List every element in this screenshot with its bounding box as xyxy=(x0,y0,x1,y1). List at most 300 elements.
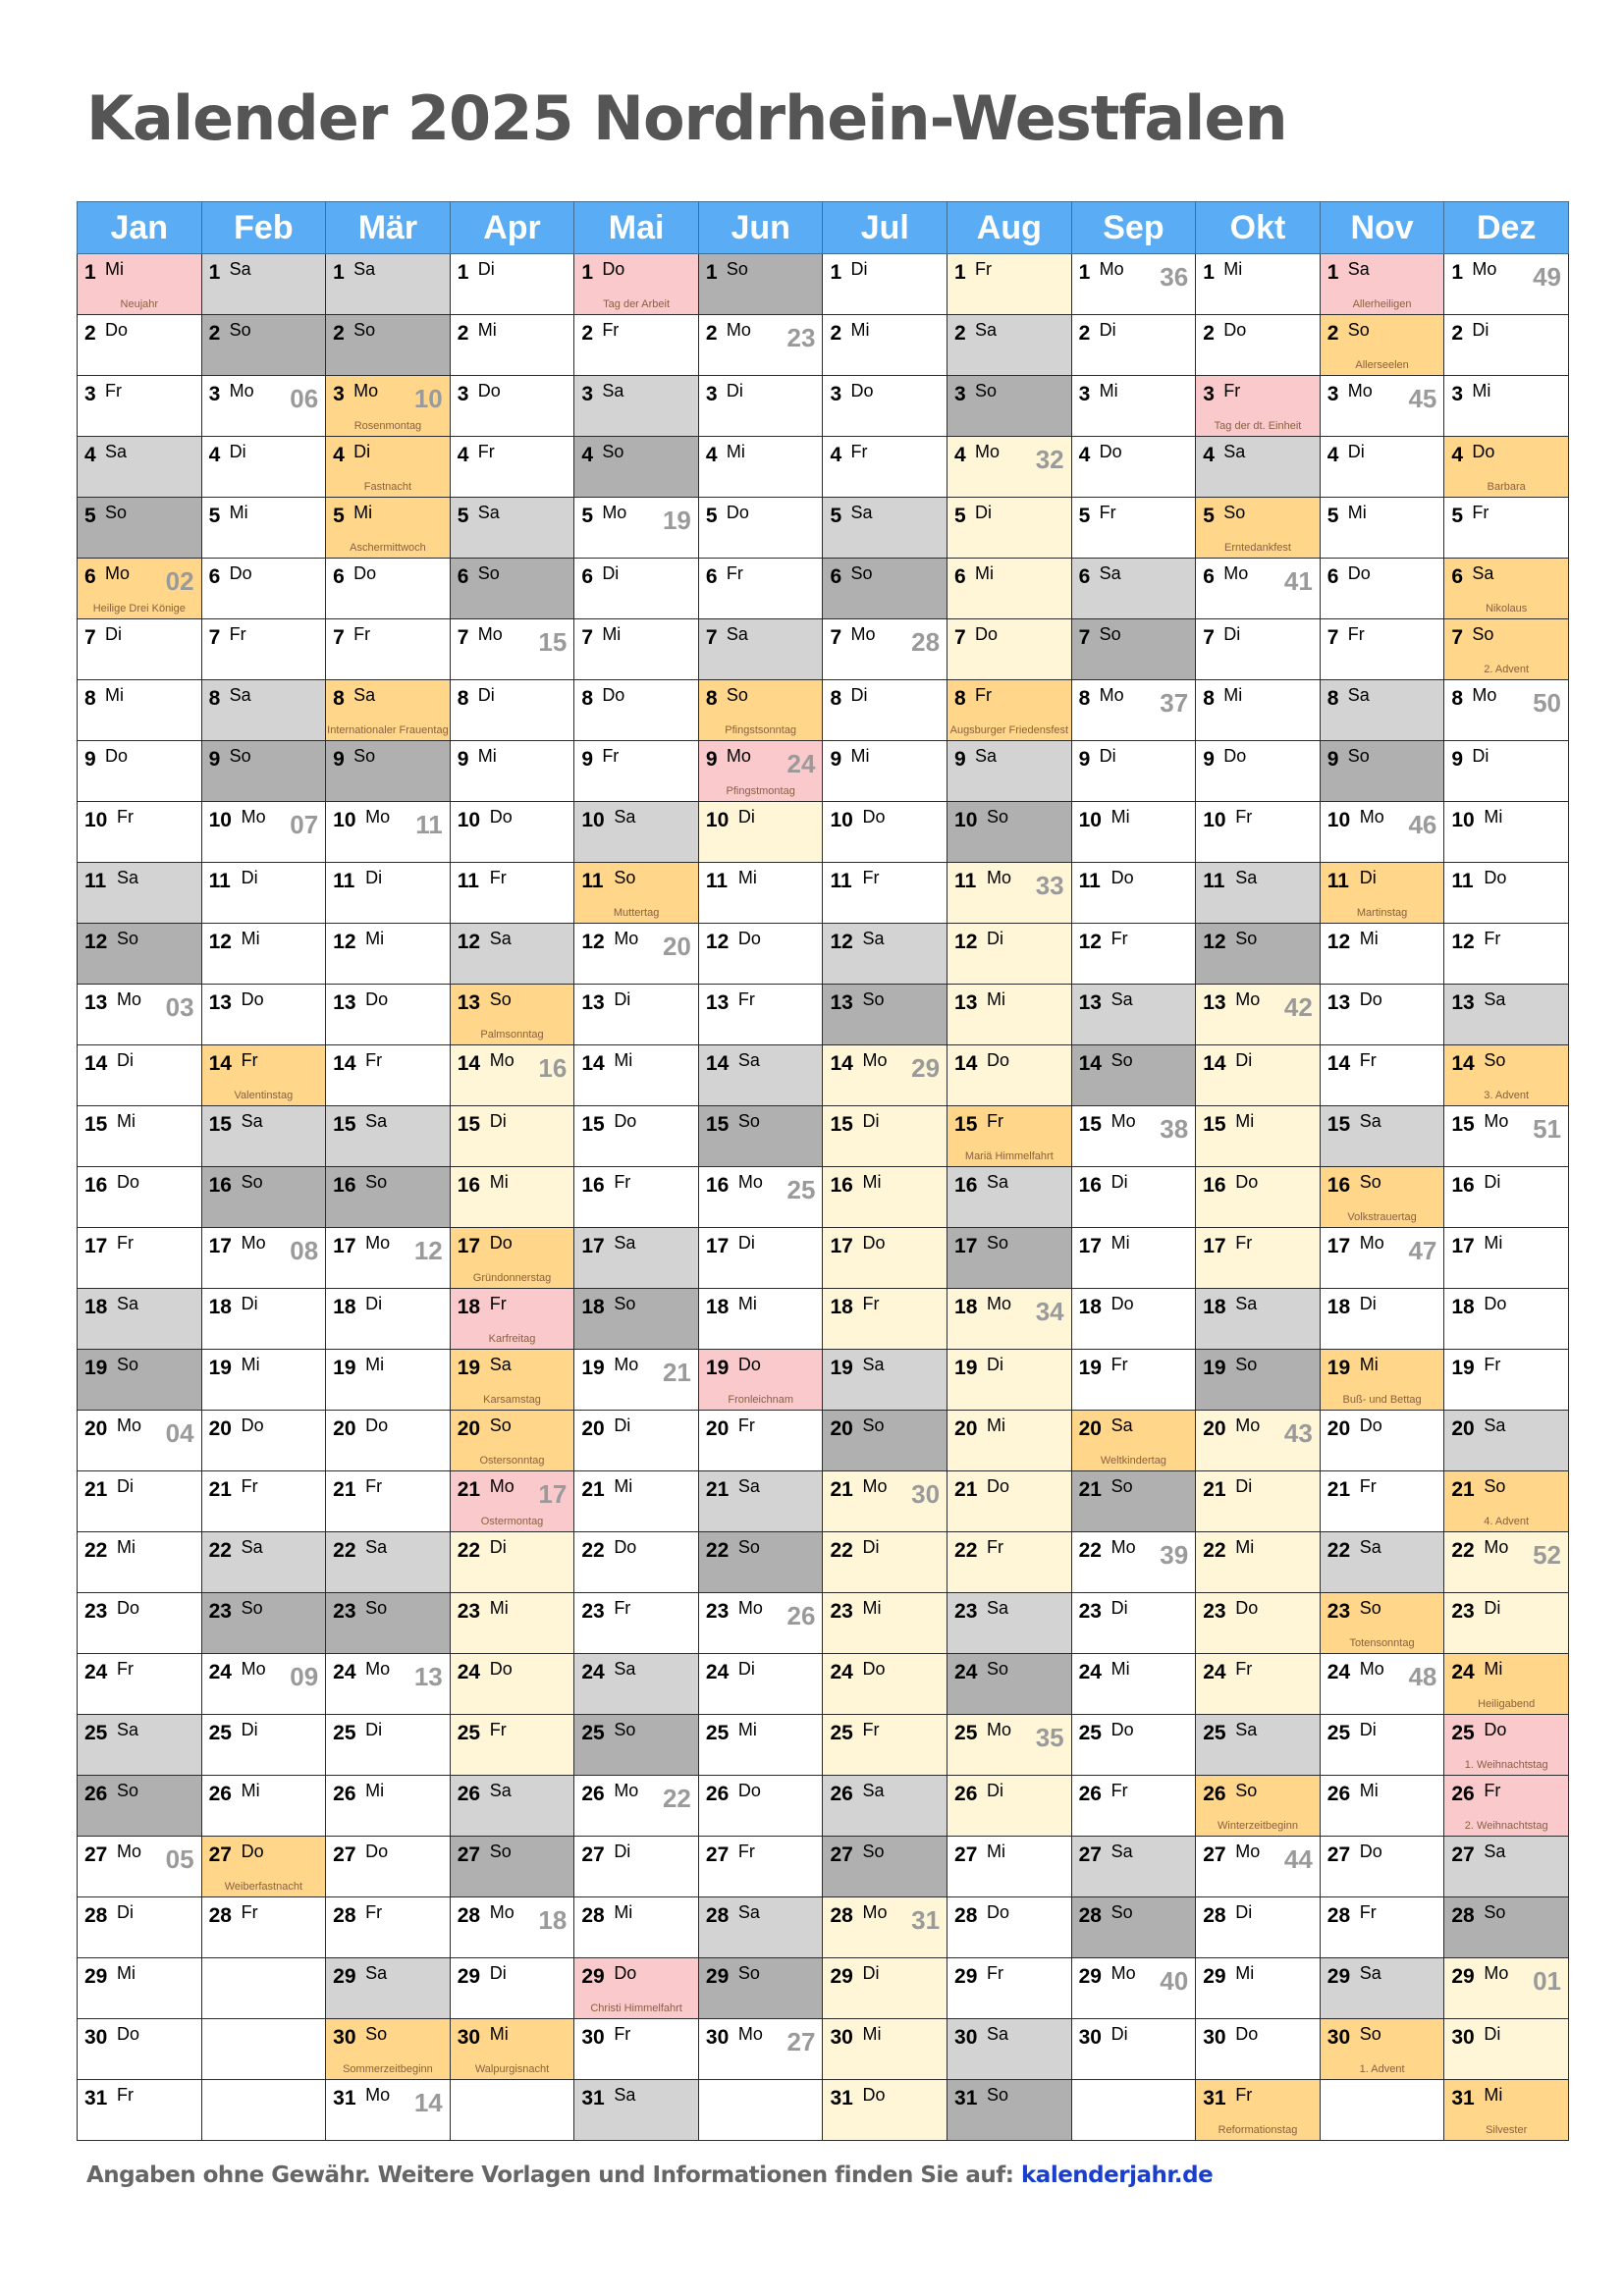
day-cell xyxy=(1196,1350,1321,1411)
day-number: 10 xyxy=(954,809,978,831)
day-cell xyxy=(574,1593,699,1654)
day-cell xyxy=(1071,1532,1196,1593)
weekday-label: Sa xyxy=(117,1720,139,1739)
weekday-label: Fr xyxy=(862,1720,880,1739)
day-number: 31 xyxy=(333,2087,356,2109)
day-cell xyxy=(326,924,451,985)
month-header-row xyxy=(78,202,1569,254)
weekday-label: Fr xyxy=(1235,2085,1253,2105)
day-number: 6 xyxy=(333,565,345,588)
weekday-label: Sa xyxy=(614,1659,636,1679)
day-cell xyxy=(947,1167,1072,1228)
week-number: 22 xyxy=(662,1784,691,1813)
footer-text: Angaben ohne Gewähr. Weitere Vorlagen und Informationen finden Sie auf: xyxy=(86,2163,1021,2188)
weekday-label: Fr xyxy=(1110,1781,1128,1800)
day-number: 30 xyxy=(457,2026,481,2049)
weekday-label: So xyxy=(1484,1476,1506,1496)
weekday-label: Sa xyxy=(365,1537,388,1557)
day-cell xyxy=(78,1167,202,1228)
day-number: 20 xyxy=(84,1417,108,1440)
holiday-label: Allerheiligen xyxy=(1352,298,1412,310)
calendar-table xyxy=(77,201,1569,2141)
day-number: 17 xyxy=(333,1235,356,1257)
day-number: 16 xyxy=(84,1174,108,1197)
day-cell xyxy=(1320,1958,1444,2019)
day-cell xyxy=(450,1045,574,1106)
day-number: 13 xyxy=(1078,991,1102,1014)
week-number: 38 xyxy=(1160,1114,1189,1144)
weekday-label: So xyxy=(987,1233,1009,1253)
day-cell xyxy=(698,1897,823,1958)
special-day-label: Ostersonntag xyxy=(479,1455,545,1467)
weekday-label: Mi xyxy=(737,1720,757,1739)
day-number: 6 xyxy=(830,565,842,588)
weekday-label: Di xyxy=(1359,868,1377,887)
day-number: 24 xyxy=(208,1661,232,1683)
weekday-label: Mo xyxy=(975,442,1001,461)
day-cell xyxy=(574,1654,699,1715)
day-cell xyxy=(1320,1228,1444,1289)
week-number: 02 xyxy=(165,566,194,596)
weekday-label: Sa xyxy=(1235,1294,1258,1313)
day-cell xyxy=(78,315,202,376)
week-number: 34 xyxy=(1035,1297,1064,1326)
week-number: 51 xyxy=(1533,1114,1561,1144)
special-day-label: Silvester xyxy=(1486,2124,1528,2136)
weekday-label: Di xyxy=(477,259,495,279)
weekday-label: Do xyxy=(737,1781,761,1800)
day-cell xyxy=(1444,2019,1569,2080)
weekday-label: Di xyxy=(1110,1598,1128,1618)
day-number: 29 xyxy=(84,1965,108,1988)
weekday-label: Di xyxy=(1223,624,1241,644)
day-number: 18 xyxy=(1326,1296,1351,1318)
weekday-label: Mo xyxy=(117,1415,142,1435)
day-number: 9 xyxy=(1203,748,1215,771)
day-cell xyxy=(450,1167,574,1228)
day-cell xyxy=(947,1350,1072,1411)
weekday-label: Sa xyxy=(1359,1537,1381,1557)
day-cell xyxy=(201,1411,326,1471)
day-number: 23 xyxy=(208,1600,232,1623)
day-number: 22 xyxy=(84,1539,108,1562)
week-number: 08 xyxy=(290,1236,319,1265)
empty-cell xyxy=(201,2019,326,2080)
day-number: 16 xyxy=(830,1174,853,1197)
day-cell xyxy=(823,1167,947,1228)
day-number: 13 xyxy=(208,991,232,1014)
week-number: 13 xyxy=(413,1662,443,1691)
day-number: 26 xyxy=(457,1783,481,1805)
weekday-label: Di xyxy=(975,503,993,522)
day-number: 16 xyxy=(1203,1174,1226,1197)
day-number: 12 xyxy=(1203,931,1226,953)
day-cell xyxy=(1196,863,1321,924)
weekday-label: Do xyxy=(353,563,377,583)
week-number: 37 xyxy=(1160,688,1189,718)
week-number: 36 xyxy=(1160,262,1189,292)
day-cell xyxy=(78,619,202,680)
day-number: 10 xyxy=(830,809,853,831)
day-number: 3 xyxy=(457,383,469,405)
day-cell xyxy=(78,1350,202,1411)
day-cell xyxy=(698,498,823,559)
week-number: 21 xyxy=(662,1358,691,1387)
weekday-label: Do xyxy=(614,1111,637,1131)
day-number: 26 xyxy=(954,1783,978,1805)
week-number: 39 xyxy=(1160,1540,1189,1570)
week-number: 09 xyxy=(290,1662,319,1691)
day-number: 10 xyxy=(705,809,730,831)
day-cell xyxy=(823,1289,947,1350)
day-cell xyxy=(698,802,823,863)
weekday-label: So xyxy=(1359,1172,1381,1192)
day-number: 30 xyxy=(1203,2026,1226,2049)
day-number: 8 xyxy=(208,687,221,710)
day-cell xyxy=(201,680,326,741)
day-number: 2 xyxy=(333,322,345,345)
day-cell xyxy=(450,1593,574,1654)
day-number: 19 xyxy=(333,1357,356,1379)
day-cell xyxy=(947,2080,1072,2141)
day-cell xyxy=(823,1593,947,1654)
day-cell xyxy=(450,1106,574,1167)
day-cell xyxy=(201,1350,326,1411)
weekday-label: Sa xyxy=(737,1902,760,1922)
week-number: 33 xyxy=(1035,871,1064,900)
day-cell xyxy=(450,1411,574,1471)
day-row xyxy=(78,2019,1569,2080)
day-cell xyxy=(1320,1654,1444,1715)
day-number: 23 xyxy=(954,1600,978,1623)
day-cell xyxy=(1444,1593,1569,1654)
day-row xyxy=(78,1837,1569,1897)
weekday-label: So xyxy=(614,1294,636,1313)
weekday-label: Mo xyxy=(987,1294,1012,1313)
day-number: 28 xyxy=(581,1904,605,1927)
day-cell xyxy=(698,1228,823,1289)
day-cell xyxy=(574,1045,699,1106)
weekday-label: Fr xyxy=(117,1659,134,1679)
day-number: 6 xyxy=(954,565,966,588)
weekday-label: So xyxy=(1347,746,1370,766)
special-day-label: Heilige Drei Könige xyxy=(92,603,186,614)
weekday-label: Di xyxy=(987,1355,1004,1374)
day-row xyxy=(78,1167,1569,1228)
day-cell xyxy=(326,680,451,741)
weekday-label: Sa xyxy=(1110,1842,1133,1861)
weekday-label: Fr xyxy=(1359,1902,1377,1922)
weekday-label: Fr xyxy=(1484,1355,1501,1374)
special-day-label: Palmsonntag xyxy=(480,1029,544,1041)
day-number: 5 xyxy=(84,505,96,527)
holiday-label: 1. Weihnachtstag xyxy=(1464,1759,1548,1771)
day-number: 20 xyxy=(333,1417,356,1440)
weekday-label: So xyxy=(726,259,748,279)
day-cell xyxy=(1071,1289,1196,1350)
weekday-label: Sa xyxy=(117,1294,139,1313)
weekday-label: So xyxy=(1223,503,1246,522)
day-cell xyxy=(1196,924,1321,985)
day-number: 9 xyxy=(333,748,345,771)
month-header-jan: Jan xyxy=(78,202,202,254)
special-day-label: 1. Advent xyxy=(1359,2063,1405,2075)
weekday-label: Mo xyxy=(1110,1963,1136,1983)
empty-cell xyxy=(450,2080,574,2141)
day-number: 21 xyxy=(208,1478,232,1501)
week-number: 05 xyxy=(165,1844,194,1874)
day-number: 29 xyxy=(954,1965,978,1988)
day-cell xyxy=(1196,254,1321,315)
day-number: 28 xyxy=(954,1904,978,1927)
day-cell xyxy=(450,619,574,680)
weekday-label: Do xyxy=(1110,868,1134,887)
day-number: 16 xyxy=(333,1174,356,1197)
day-number: 22 xyxy=(954,1539,978,1562)
day-number: 23 xyxy=(333,1600,356,1623)
day-cell xyxy=(947,1958,1072,2019)
day-cell xyxy=(1320,254,1444,315)
day-number: 3 xyxy=(84,383,96,405)
day-number: 22 xyxy=(1203,1539,1226,1562)
day-number: 9 xyxy=(954,748,966,771)
day-cell xyxy=(201,1654,326,1715)
day-number: 13 xyxy=(954,991,978,1014)
week-number: 52 xyxy=(1533,1540,1561,1570)
weekday-label: Mo xyxy=(1359,1659,1384,1679)
day-number: 27 xyxy=(457,1843,481,1866)
special-day-label: Valentinstag xyxy=(234,1090,294,1101)
weekday-label: Mo xyxy=(1484,1963,1509,1983)
month-header-feb: Feb xyxy=(201,202,326,254)
weekday-label: Mi xyxy=(1099,381,1118,400)
day-cell xyxy=(574,1411,699,1471)
weekday-label: Do xyxy=(1359,1415,1382,1435)
day-number: 25 xyxy=(1451,1722,1475,1744)
weekday-label: Sa xyxy=(1359,1963,1381,1983)
special-day-label: Totensonntag xyxy=(1349,1637,1415,1649)
day-number: 21 xyxy=(830,1478,853,1501)
day-number: 21 xyxy=(84,1478,108,1501)
footer-link[interactable]: kalenderjahr.de xyxy=(1021,2163,1214,2188)
week-number: 19 xyxy=(662,506,691,535)
day-number: 2 xyxy=(1203,322,1215,345)
weekday-label: Sa xyxy=(1347,685,1370,705)
holiday-label: Ostermontag xyxy=(480,1516,544,1527)
day-number: 24 xyxy=(1203,1661,1226,1683)
weekday-label: Sa xyxy=(1359,1111,1381,1131)
day-cell xyxy=(1444,1654,1569,1715)
weekday-label: Fr xyxy=(602,746,620,766)
day-number: 14 xyxy=(84,1052,108,1075)
day-row xyxy=(78,1289,1569,1350)
day-number: 19 xyxy=(1203,1357,1226,1379)
day-cell xyxy=(1320,1715,1444,1776)
day-number: 21 xyxy=(705,1478,730,1501)
weekday-label: Sa xyxy=(1110,1415,1133,1435)
day-number: 2 xyxy=(954,322,966,345)
weekday-label: So xyxy=(1110,1050,1133,1070)
weekday-label: So xyxy=(229,746,251,766)
weekday-label: Fr xyxy=(1472,503,1489,522)
day-cell xyxy=(1444,741,1569,802)
day-cell xyxy=(201,498,326,559)
day-number: 5 xyxy=(830,505,842,527)
weekday-label: Do xyxy=(1099,442,1122,461)
weekday-label: Sa xyxy=(489,1781,512,1800)
weekday-label: Di xyxy=(489,1537,507,1557)
weekday-label: Mo xyxy=(1235,989,1261,1009)
weekday-label: Fr xyxy=(975,259,993,279)
day-cell xyxy=(1071,315,1196,376)
weekday-label: Mi xyxy=(1472,381,1491,400)
weekday-label: Di xyxy=(117,1050,134,1070)
day-number: 9 xyxy=(208,748,221,771)
day-cell xyxy=(823,802,947,863)
weekday-label: Do xyxy=(1110,1720,1134,1739)
day-number: 15 xyxy=(457,1113,481,1136)
weekday-label: Mo xyxy=(1099,259,1124,279)
weekday-label: Do xyxy=(241,1842,264,1861)
day-cell xyxy=(450,437,574,498)
day-cell xyxy=(1071,1045,1196,1106)
day-cell xyxy=(1196,619,1321,680)
day-number: 25 xyxy=(1203,1722,1226,1744)
weekday-label: Mo xyxy=(365,1659,391,1679)
day-cell xyxy=(947,1593,1072,1654)
day-cell xyxy=(1444,1167,1569,1228)
day-cell xyxy=(1444,802,1569,863)
special-day-label: Aschermittwoch xyxy=(350,542,426,554)
day-cell xyxy=(1071,924,1196,985)
weekday-label: Do xyxy=(117,1598,140,1618)
weekday-label: Di xyxy=(365,1294,383,1313)
day-cell xyxy=(78,376,202,437)
weekday-label: Mo xyxy=(614,929,639,948)
weekday-label: Mo xyxy=(489,1050,514,1070)
day-number: 23 xyxy=(1451,1600,1475,1623)
special-day-label: Martinstag xyxy=(1356,907,1408,919)
day-number: 13 xyxy=(830,991,853,1014)
day-number: 2 xyxy=(830,322,842,345)
day-number: 24 xyxy=(954,1661,978,1683)
weekday-label: Fr xyxy=(489,1294,507,1313)
weekday-label: Sa xyxy=(614,2085,636,2105)
day-number: 10 xyxy=(581,809,605,831)
day-cell xyxy=(78,985,202,1045)
weekday-label: Sa xyxy=(477,503,500,522)
day-number: 3 xyxy=(1451,383,1464,405)
special-day-label: Winterzeitbeginn xyxy=(1218,1820,1298,1832)
day-number: 21 xyxy=(1078,1478,1102,1501)
day-number: 27 xyxy=(1078,1843,1102,1866)
day-row xyxy=(78,254,1569,315)
day-cell xyxy=(1196,2019,1321,2080)
day-number: 15 xyxy=(1203,1113,1226,1136)
day-number: 14 xyxy=(1078,1052,1102,1075)
day-cell xyxy=(947,376,1072,437)
weekday-label: Mi xyxy=(1235,1111,1255,1131)
day-number: 19 xyxy=(84,1357,108,1379)
day-number: 8 xyxy=(1451,687,1464,710)
weekday-label: Sa xyxy=(241,1537,263,1557)
weekday-label: Fr xyxy=(737,989,755,1009)
day-number: 8 xyxy=(1326,687,1339,710)
weekday-label: Mi xyxy=(365,1781,385,1800)
day-number: 7 xyxy=(84,626,96,649)
weekday-label: Sa xyxy=(353,259,376,279)
weekday-label: So xyxy=(353,746,376,766)
day-cell xyxy=(1444,1776,1569,1837)
day-cell xyxy=(823,376,947,437)
day-cell xyxy=(947,1837,1072,1897)
day-cell xyxy=(698,619,823,680)
day-number: 14 xyxy=(581,1052,605,1075)
weekday-label: Mo xyxy=(1359,807,1384,827)
day-number: 31 xyxy=(954,2087,978,2109)
weekday-label: Sa xyxy=(105,442,128,461)
weekday-label: Di xyxy=(1359,1294,1377,1313)
day-number: 16 xyxy=(457,1174,481,1197)
day-cell xyxy=(574,1228,699,1289)
weekday-label: Do xyxy=(117,2024,140,2044)
weekday-label: Mo xyxy=(365,1233,391,1253)
week-number: 11 xyxy=(415,810,443,839)
day-cell xyxy=(947,619,1072,680)
day-number: 21 xyxy=(1451,1478,1475,1501)
weekday-label: Do xyxy=(975,624,999,644)
day-number: 23 xyxy=(1078,1600,1102,1623)
day-number: 6 xyxy=(1451,565,1464,588)
weekday-label: Mi xyxy=(117,1537,135,1557)
weekday-label: Mi xyxy=(1110,1233,1130,1253)
day-cell xyxy=(1196,315,1321,376)
day-cell xyxy=(1320,1411,1444,1471)
weekday-label: Fr xyxy=(365,1902,383,1922)
month-header-jul: Jul xyxy=(823,202,947,254)
day-cell xyxy=(947,1289,1072,1350)
weekday-label: Sa xyxy=(614,807,636,827)
day-number: 18 xyxy=(457,1296,481,1318)
day-cell xyxy=(1320,924,1444,985)
day-cell xyxy=(201,1045,326,1106)
day-row xyxy=(78,437,1569,498)
day-number: 25 xyxy=(84,1722,108,1744)
day-number: 9 xyxy=(581,748,593,771)
day-number: 17 xyxy=(1078,1235,1102,1257)
day-number: 28 xyxy=(457,1904,481,1927)
day-cell xyxy=(450,924,574,985)
weekday-label: Mi xyxy=(862,1172,882,1192)
weekday-label: Mi xyxy=(850,320,870,340)
day-number: 8 xyxy=(457,687,469,710)
weekday-label: Fr xyxy=(1347,624,1365,644)
day-cell xyxy=(201,1289,326,1350)
day-number: 9 xyxy=(1078,748,1091,771)
day-number: 15 xyxy=(581,1113,605,1136)
day-cell xyxy=(698,985,823,1045)
weekday-label: Mi xyxy=(975,563,995,583)
day-cell xyxy=(698,1837,823,1897)
day-cell xyxy=(698,1776,823,1837)
day-number: 17 xyxy=(705,1235,730,1257)
day-cell xyxy=(450,376,574,437)
month-header-nov: Nov xyxy=(1320,202,1444,254)
day-number: 16 xyxy=(1326,1174,1351,1197)
day-number: 11 xyxy=(1078,870,1101,892)
day-cell xyxy=(574,802,699,863)
day-cell xyxy=(201,1532,326,1593)
